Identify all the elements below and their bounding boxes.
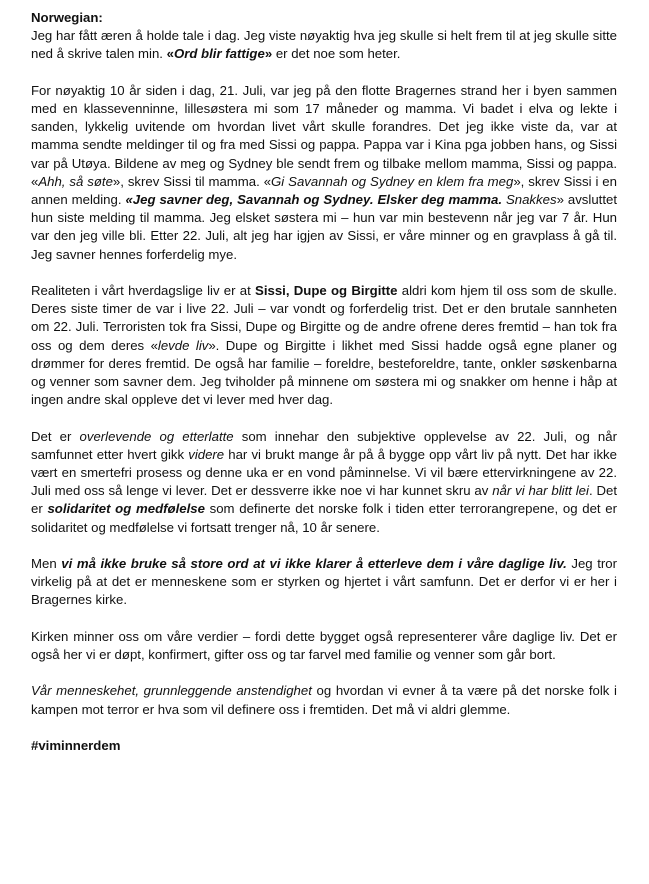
run: har vi brukt mange år på å bygge opp vårt liv på nytt. Det har ikke vært en smertefri prosess og denne uka er en vond påminnelse. Vi vil bære ettervirkningene av 22. Juli med oss så lenge vi lever. Det er dessverre ikke noe vi har kunnet skru av	[31, 446, 617, 499]
paragraph-4	[31, 428, 617, 537]
paragraph-7	[31, 682, 617, 718]
run: »	[264, 46, 273, 62]
run: solidaritet og medfølelse	[47, 501, 205, 517]
run: Ahh, så søte	[38, 173, 113, 189]
paragraph-1	[31, 27, 617, 63]
language-heading: Norwegian:	[31, 10, 103, 25]
hashtag: #viminnerdem	[31, 738, 121, 754]
run: ». Dupe og Birgitte i likhet med Sissi hadde også egne planer og drømmer for deres fremtid. De også har familie – foreldre, besteforeldre, tante, onkler søskenbarna og venner som savner dem. Jeg tviholder på minnene om søstera mi og snakker om henne i håp at ingen andre skal oppleve det vi lever med hver dag.	[31, 337, 617, 408]
run: «	[166, 46, 174, 62]
run: », skrev Sissi til mamma. «	[112, 173, 272, 189]
run: når vi har blitt lei	[492, 483, 589, 499]
run: » avsluttet hun siste melding til mamma. Jeg elsket søstera mi – hun var min bestevenn når jeg var 7 år. Hun var den jeg ville bli. Etter 22. Juli, alt jeg har igjen av Sissi, er våre minner og en gravplass å gå til. Jeg savner hennes forferdelig mye.	[31, 192, 617, 262]
run: overlevende og etterlatte	[79, 428, 234, 444]
run: Ord blir fattige	[173, 46, 265, 62]
run: Men	[31, 556, 62, 572]
run: levde liv	[157, 337, 209, 353]
run: aldri kom hjem til oss som de skulle. Deres siste timer de var i live 22. Juli – var vondt og forferdelig trist. Det er den brutale sannheten om 22. Juli. Terroristen tok fra Sissi, Dupe og Birgitte og de andre ofrene deres fremtid – han tok fra oss og dem deres «	[31, 283, 617, 353]
run: Det er	[31, 428, 80, 444]
run: . Det er	[31, 483, 617, 517]
run: Sissi, Dupe og Birgitte	[255, 283, 398, 299]
paragraph-6	[31, 628, 617, 664]
run: Kirken minner oss om våre verdier – fordi dette bygget også representerer våre daglige liv. Det er også her vi er døpt, konfirmert, gifter oss og tar farvel med familie og venner som går bort.	[31, 628, 617, 663]
run: «Jeg savner deg, Savannah og Sydney. Elsker deg mamma.	[125, 192, 502, 208]
paragraph-5	[31, 555, 617, 610]
speech-document	[31, 9, 617, 755]
paragraph-2	[31, 82, 617, 264]
run: Realiteten i vårt hverdagslige liv er at	[31, 283, 256, 299]
run: og hvordan vi evner å ta være på det norske folk i kampen mot terror er hva som vil definere oss i fremtiden. Det må vi aldri glemme.	[31, 683, 617, 717]
run: Snakkes	[505, 192, 557, 208]
run: For nøyaktig 10 år siden i dag, 21. Juli, var jeg på den flotte Bragernes strand her i byen sammen med en klassevenninne, lillesøstera mi som 17 måneder og mamma. Vi badet i elva og lekte i sanden, lykkelig uvitende om hvordan livet vårt skulle forandres. Det jeg ikke viste da, var at mamma sendte meldinger til og fra med Sissi og pappa. Pappa var i Kina pga jobben hans, og Sissi var på Utøya. Bildene av meg og Sydney ble sendt frem og tilbake mellom mamma, Sissi og pappa. «	[31, 82, 617, 189]
run: som definerte det norske folk i tiden etter terrorangrepene, og det er solidaritet og medfølelse vi fortsatt trenger nå, 10 år senere.	[31, 501, 618, 535]
run: vi må ikke bruke så store ord at vi ikke klarer å etterleve dem i våre daglige liv.	[61, 556, 567, 572]
run: som innehar den subjektive opplevelse av 22. Juli, og når samfunnet etter hvert gikk	[31, 428, 617, 462]
run: Gi Savannah og Sydney en klem fra meg	[271, 173, 514, 189]
run: videre	[188, 446, 225, 462]
run: er det noe som heter.	[272, 46, 401, 62]
paragraph-3	[31, 282, 617, 409]
run: Jeg har fått æren å holde tale i dag. Jeg viste nøyaktig hva jeg skulle si helt frem til at jeg skulle sitte ned å skrive talen min.	[31, 28, 617, 62]
run: Vår menneskehet, grunnleggende anstendighet	[31, 683, 312, 699]
run: », skrev Sissi i en annen melding.	[31, 173, 617, 208]
run: Jeg tror virkelig på at det er menneskene som er styrken og hjertet i vårt samfunn. Det er derfor vi er her i Bragernes kirke.	[31, 556, 617, 608]
